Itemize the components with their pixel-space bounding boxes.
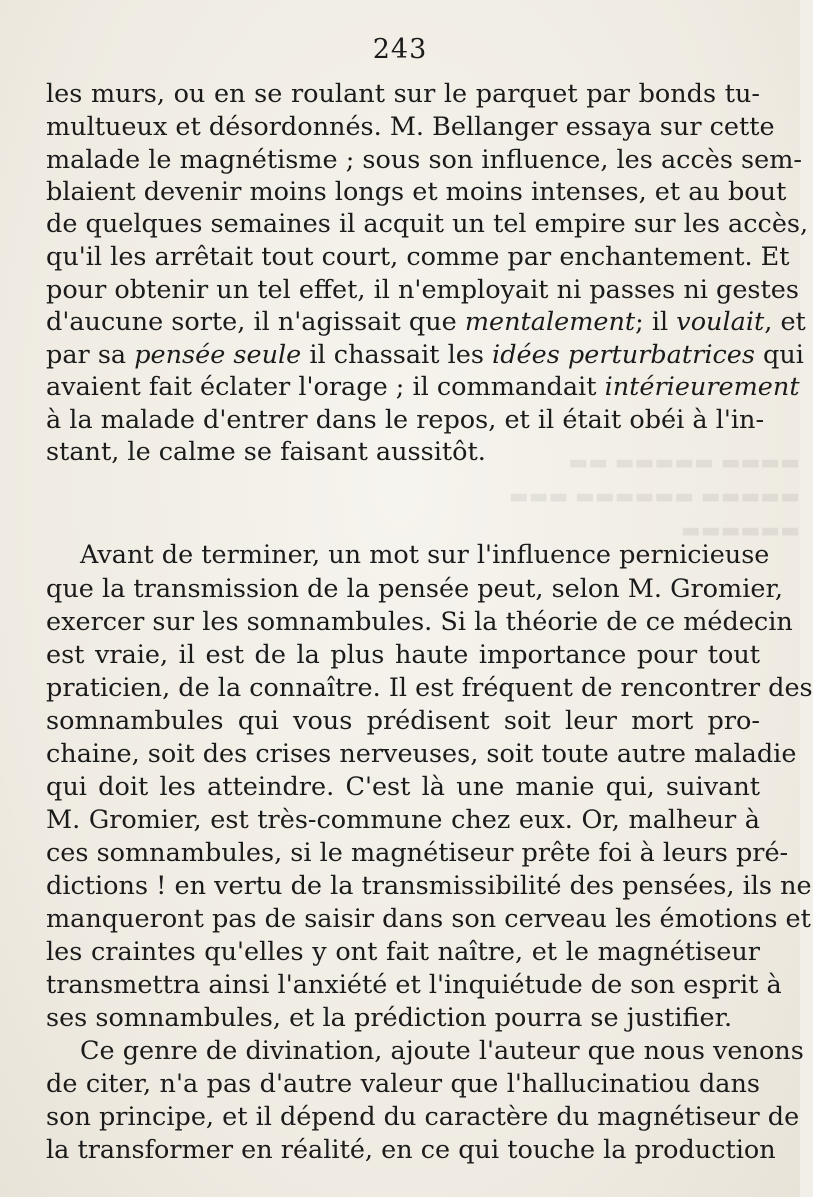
- paragraph-3-line: Ce genre de divination, ajoute l'auteur que nous venons: [80, 1036, 804, 1066]
- reverse-side-show-through: ▬▬▬▬ ▬▬▬▬▬ ▬▬ ▬▬▬▬▬ ▬▬▬▬▬▬ ▬▬▬ ▬▬▬▬▬▬: [508, 450, 800, 542]
- paragraph-2-line: Avant de terminer, un mot sur l'influence pernicieuse: [80, 540, 770, 570]
- paragraph-1-line: à la malade d'entrer dans le repos, et il était obéi à l'in-: [46, 405, 765, 435]
- paragraph-2-line: ses somnambules, et la prédiction pourra se justifier.: [46, 1003, 733, 1033]
- paragraph-2-line: dictions ! en vertu de la transmissibilité des pensées, ils ne: [46, 871, 812, 901]
- paragraph-2-line: ces somnambules, si le magnétiseur prête foi à leurs pré-: [46, 838, 789, 868]
- paragraph-1-line: multueux et désordonnés. M. Bellanger essaya sur cette: [46, 112, 775, 142]
- paragraph-1-line: pour obtenir un tel effet, il n'employait ni passes ni gestes: [46, 275, 799, 305]
- paragraph-2-line: est vraie, il est de la plus haute importance pour tout: [46, 640, 760, 670]
- paragraph-1-line: malade le magnétisme ; sous son influence, les accès sem-: [46, 145, 802, 175]
- paragraph-2-line: les craintes qu'elles y ont fait naître, et le magnétiseur: [46, 937, 760, 967]
- paragraph-1-line: stant, le calme se faisant aussitôt.: [46, 437, 486, 467]
- paragraph-2-line: transmettra ainsi l'anxiété et l'inquiétude de son esprit à: [46, 970, 782, 1000]
- paragraph-1-line: les murs, ou en se roulant sur le parquet par bonds tu-: [46, 79, 760, 109]
- paragraph-3-line: la transformer en réalité, en ce qui touche la production: [46, 1135, 776, 1165]
- paragraph-2-line: manqueront pas de saisir dans son cerveau les émotions et: [46, 904, 811, 934]
- paragraph-2-line: M. Gromier, est très-commune chez eux. Or, malheur à: [46, 805, 760, 835]
- paragraph-1-line: de quelques semaines il acquit un tel empire sur les accès,: [46, 209, 809, 239]
- paragraph-1-line: par sa pensée seule il chassait les idées perturbatrices qui: [46, 340, 804, 370]
- paragraph-2-line: chaine, soit des crises nerveuses, soit toute autre maladie: [46, 739, 797, 769]
- paragraph-2-line: qui doit les atteindre. C'est là une manie qui, suivant: [46, 772, 760, 802]
- page-number: 243: [372, 34, 428, 65]
- paragraph-2-line: que la transmission de la pensée peut, selon M. Gromier,: [46, 574, 783, 604]
- paragraph-1-line: blaient devenir moins longs et moins intenses, et au bout: [46, 177, 787, 207]
- paragraph-1-line: d'aucune sorte, il n'agissait que mentalement; il voulait, et: [46, 307, 806, 337]
- paragraph-2-line: somnambules qui vous prédisent soit leur mort pro-: [46, 706, 760, 736]
- paragraph-1-line: avaient fait éclater l'orage ; il commandait intérieurement: [46, 372, 800, 402]
- paragraph-3-line: de citer, n'a pas d'autre valeur que l'hallucinatiou dans: [46, 1069, 760, 1099]
- paragraph-2-line: exercer sur les somnambules. Si la théorie de ce médecin: [46, 607, 793, 637]
- paragraph-3-line: son principe, et il dépend du caractère du magnétiseur de: [46, 1102, 800, 1132]
- paragraph-1-line: qu'il les arrêtait tout court, comme par enchantement. Et: [46, 242, 790, 272]
- paragraph-2-line: praticien, de la connaître. Il est fréquent de rencontrer des: [46, 673, 813, 703]
